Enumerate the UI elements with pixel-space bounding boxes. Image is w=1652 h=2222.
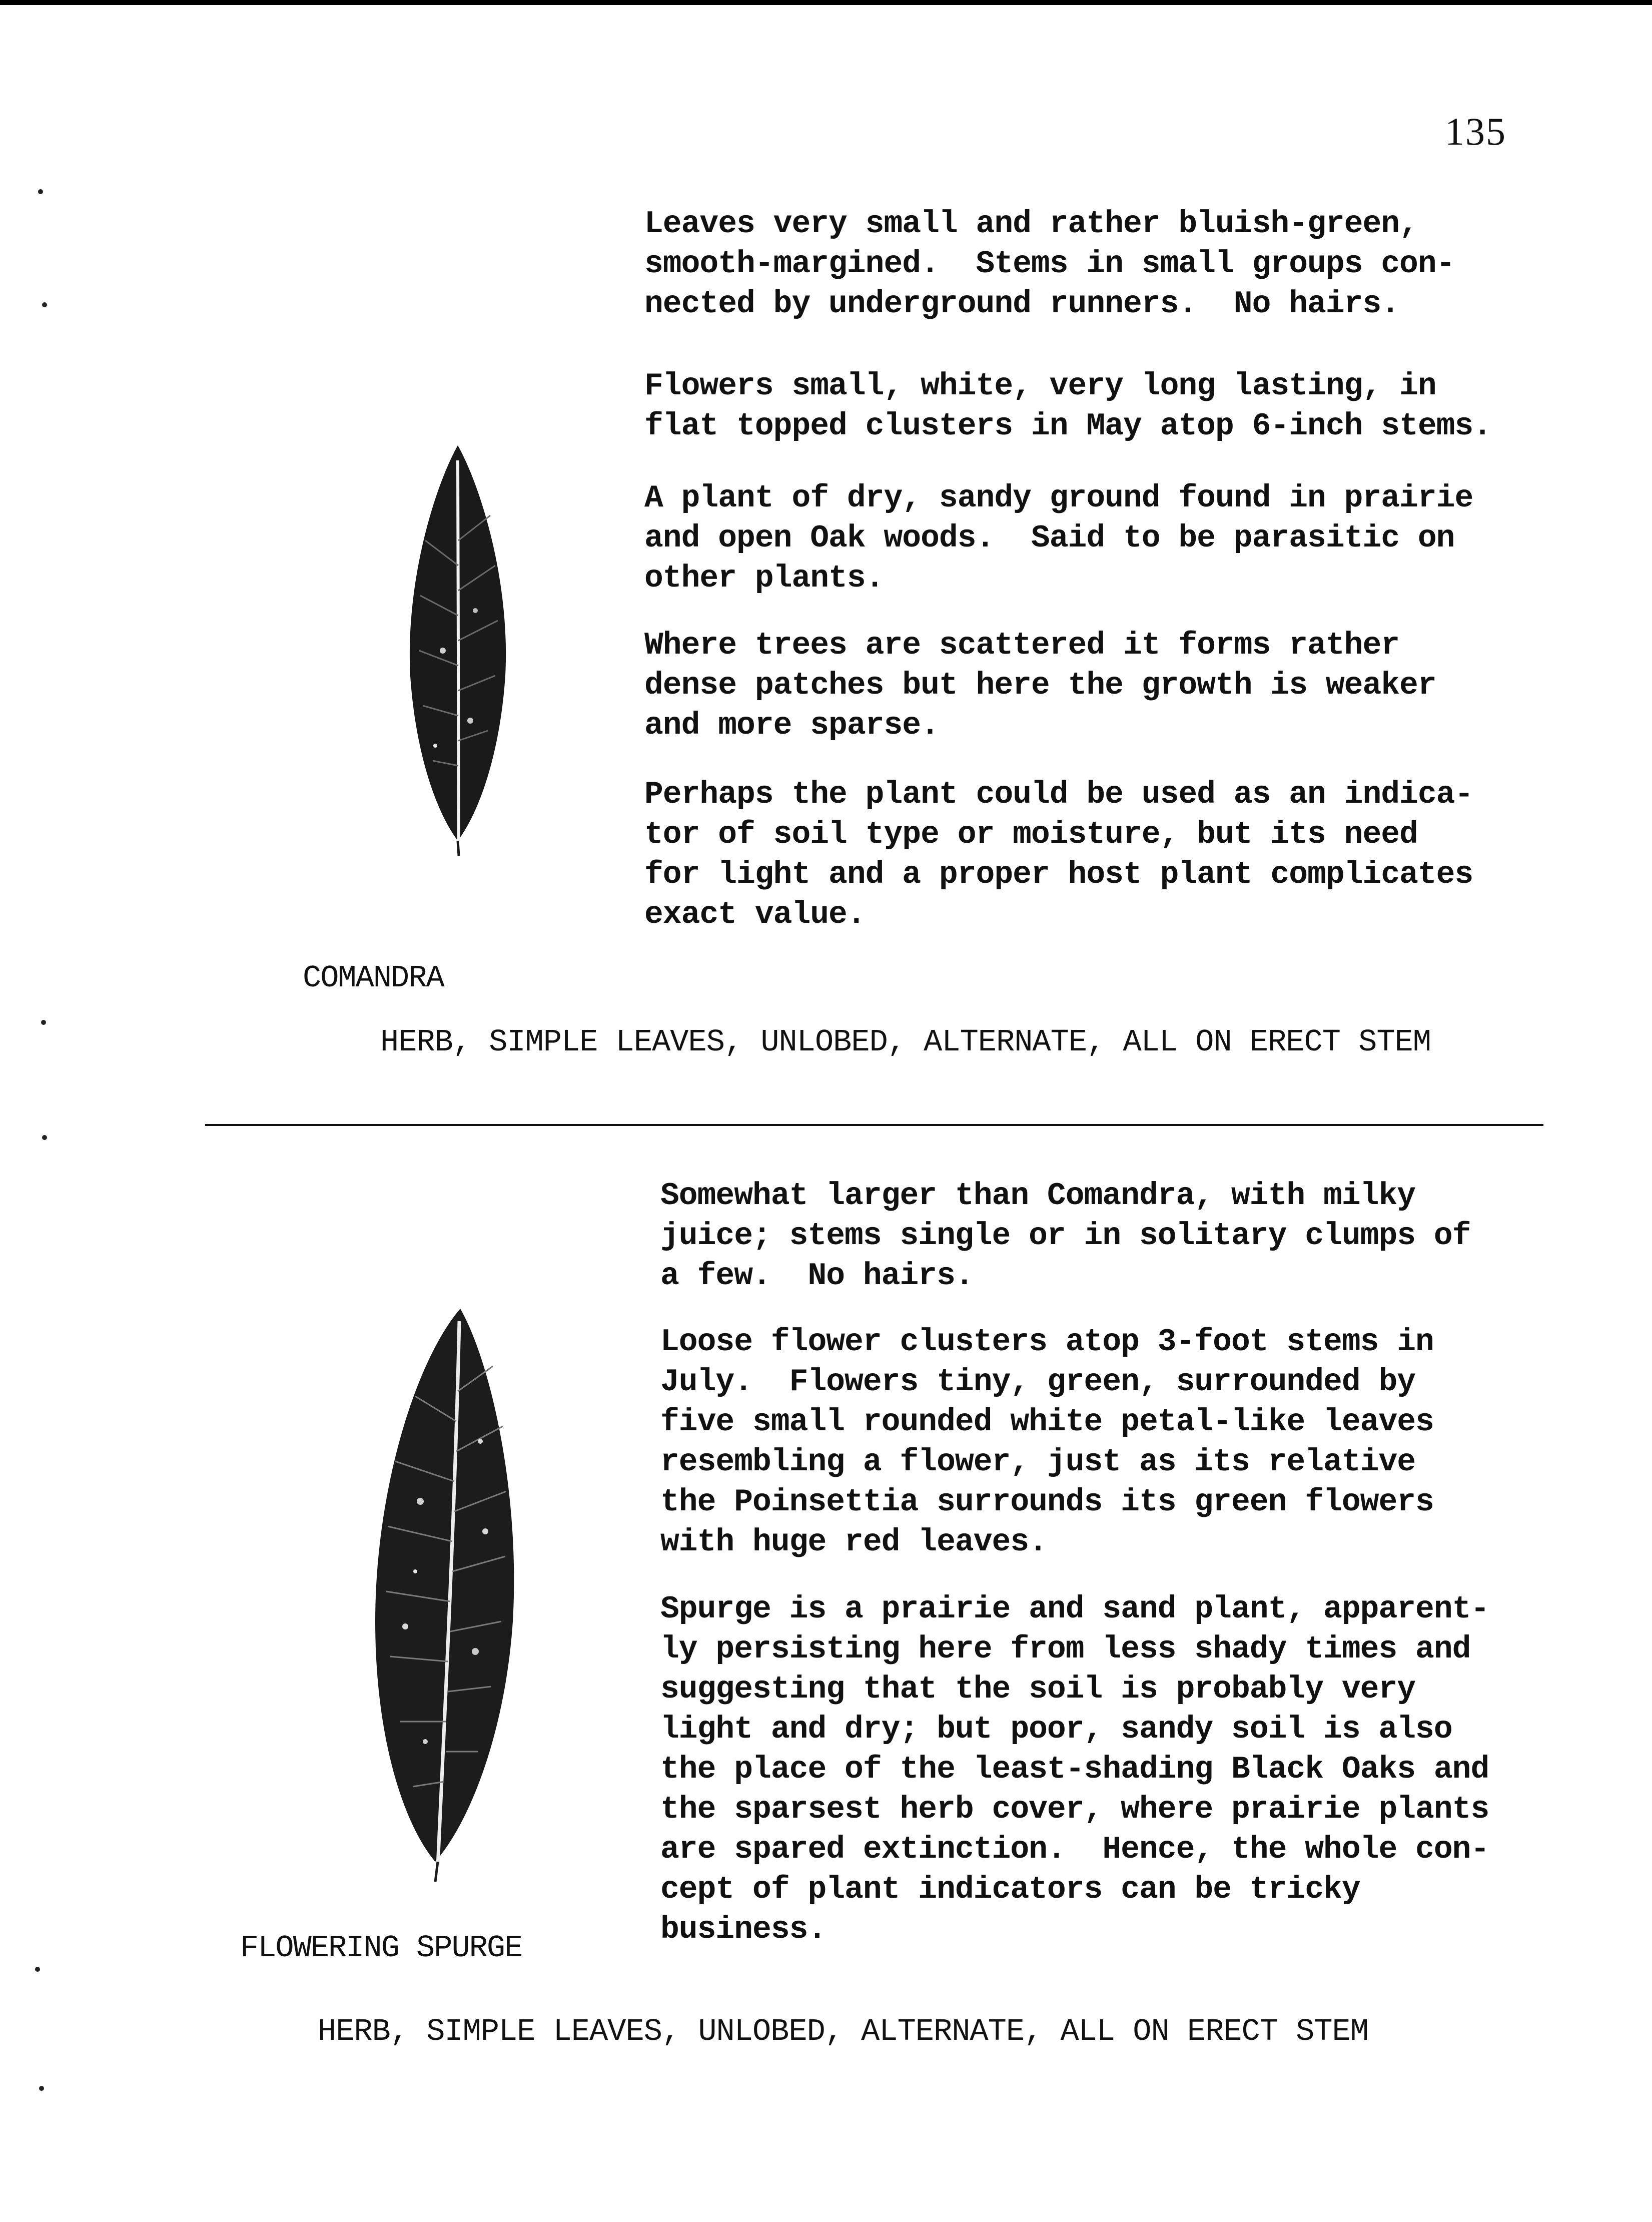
scan-edge xyxy=(0,0,1652,5)
spurge-caption: FLOWERING SPURGE xyxy=(240,1930,522,1966)
spurge-paragraph-3: Spurge is a prairie and sand plant, apparent- ly persisting here from less shady times and suggesting that the soil is probably very light and dry; but poor, sandy soil is also the place of the least-shading Black Oaks and the sparsest herb cover, where prairie plants are spared extinction. Hence, the whole con- cept of plant indicators can be tricky business. xyxy=(660,1591,1489,1947)
margin-mark xyxy=(38,189,43,194)
comandra-paragraph-3: A plant of dry, sandy ground found in prairie and open Oak woods. Said to be parasitic on other plants. xyxy=(644,480,1473,596)
margin-mark xyxy=(41,1020,46,1025)
comandra-paragraph-2: Flowers small, white, very long lasting, in flat topped clusters in May atop 6-inch stems. xyxy=(644,368,1492,444)
section-divider xyxy=(205,1124,1543,1126)
spurge-heading: HERB, SIMPLE LEAVES, UNLOBED, ALTERNATE, ALL ON ERECT STEM xyxy=(318,2014,1368,2049)
spurge-leaf-print-icon xyxy=(360,1301,530,1882)
margin-mark xyxy=(42,1135,47,1140)
margin-mark xyxy=(42,302,47,307)
margin-mark xyxy=(39,2086,44,2091)
comandra-caption: COMANDRA xyxy=(303,960,444,996)
comandra-paragraph-1: Leaves very small and rather bluish-green, smooth-margined. Stems in small groups con- nected by underground runners. No hairs. xyxy=(644,206,1455,322)
spurge-paragraph-2: Loose flower clusters atop 3-foot stems in July. Flowers tiny, green, surrounded by five small rounded white petal-like leaves resembling a flower, just as its relative the Poinsettia surrounds its green flowers with huge red leaves. xyxy=(660,1324,1434,1560)
page-number: 135 xyxy=(1445,110,1506,153)
comandra-paragraph-5: Perhaps the plant could be used as an indica- tor of soil type or moisture, but its need for light and a proper host plant complicates exact value. xyxy=(644,777,1473,932)
margin-mark xyxy=(35,1967,40,1972)
comandra-heading: HERB, SIMPLE LEAVES, UNLOBED, ALTERNATE, ALL ON ERECT STEM xyxy=(380,1024,1431,1060)
spurge-paragraph-1: Somewhat larger than Comandra, with milky juice; stems single or in solitary clumps of a few. No hairs. xyxy=(660,1178,1471,1294)
comandra-leaf-print-icon xyxy=(395,440,520,856)
comandra-paragraph-4: Where trees are scattered it forms rather dense patches but here the growth is weaker and more sparse. xyxy=(644,628,1436,743)
